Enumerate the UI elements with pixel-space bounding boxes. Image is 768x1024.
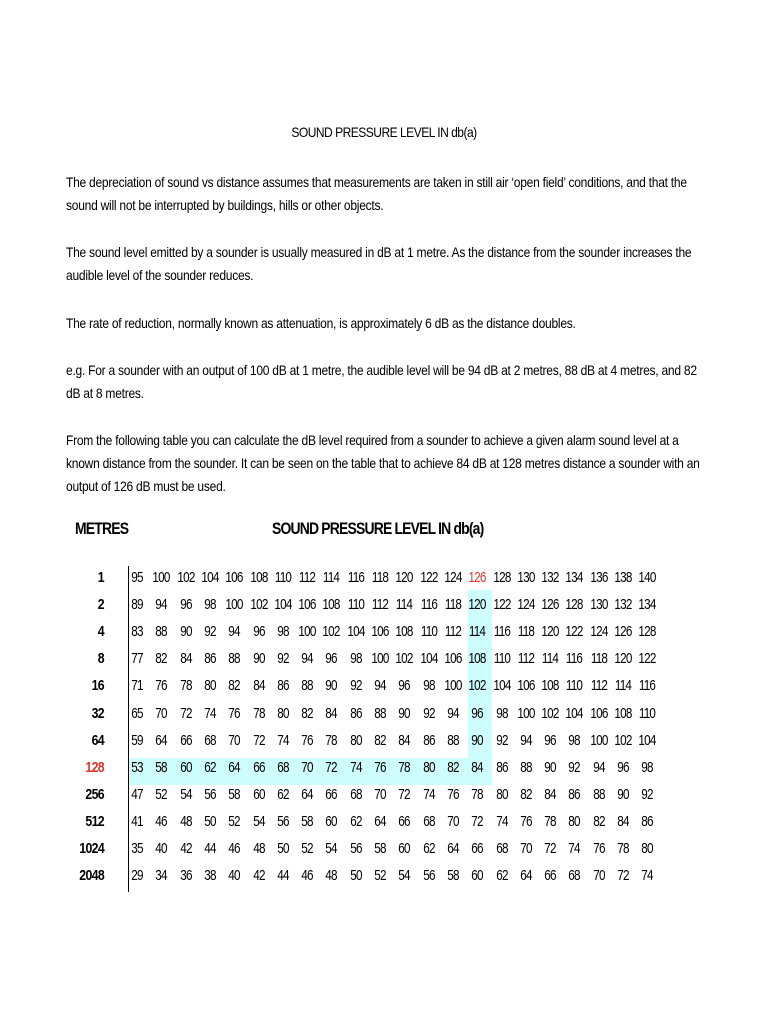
table-cell: 41 — [131, 812, 143, 830]
table-cell: 112 — [371, 596, 389, 614]
table-cell: 92 — [277, 650, 289, 668]
table-cell: 80 — [349, 731, 362, 749]
table-cell: 112 — [298, 569, 316, 586]
table-cell: 68 — [349, 785, 362, 803]
table-cell: 94 — [228, 623, 240, 641]
table-cell: 128 — [492, 569, 511, 586]
table-cell: 60 — [179, 758, 192, 776]
table-cell: 126 — [614, 623, 632, 641]
table-cell: 95 — [131, 569, 143, 586]
table-cell: 104 — [347, 623, 365, 641]
table-cell: 74 — [495, 812, 508, 830]
metres-label: 2048 — [79, 867, 104, 885]
table-cell: 110 — [639, 704, 656, 722]
table-cell: 120 — [614, 650, 632, 668]
table-cell: 80 — [568, 812, 581, 830]
paragraph-example: e.g. For a sounder with an output of 100 dB at 1 metre, the audible level will be 94 dB at 2 metres, 88 dB at 4 metres, and 82 dB at 8 metres. — [66, 362, 697, 401]
table-cell: 134 — [565, 569, 583, 586]
table-cell: 38 — [204, 867, 216, 885]
table-cell: 114 — [323, 569, 340, 586]
table-cell: 90 — [471, 731, 483, 749]
table-cell: 90 — [325, 677, 338, 695]
table-cell: 54 — [398, 867, 411, 885]
table-cell: 74 — [641, 867, 654, 885]
table-cell: 56 — [277, 812, 289, 830]
metres-label: 64 — [91, 731, 104, 749]
table-cell: 104 — [201, 569, 219, 586]
table-cell: 50 — [349, 867, 362, 885]
table-cell: 74 — [204, 704, 216, 722]
paragraph-open-field: The depreciation of sound vs distance assumes that measurements are taken in still air ‘open field’ conditions, and that the sound will not be interrupted by buildings, hills or other objects. — [66, 174, 687, 213]
table-cell: 116 — [566, 650, 583, 668]
table-cell: 134 — [638, 596, 656, 614]
table-cell: 54 — [252, 812, 265, 830]
table-cell: 124 — [444, 569, 462, 586]
table-cell: 140 — [638, 569, 656, 586]
table-cell: 42 — [179, 840, 192, 857]
table-cell: 60 — [398, 840, 411, 857]
table-cell: 50 — [277, 840, 289, 857]
table-cell: 80 — [641, 840, 654, 857]
table-cell: 48 — [325, 867, 338, 885]
table-cell: 74 — [568, 840, 581, 857]
table-cell: 118 — [590, 650, 607, 668]
table-cell: 124 — [590, 623, 608, 641]
table-cell: 110 — [347, 596, 364, 614]
table-cell: 108 — [468, 650, 486, 668]
table-cell: 98 — [641, 758, 654, 776]
table-cell: 130 — [590, 596, 608, 614]
table-cell: 122 — [638, 650, 656, 668]
table-cell: 94 — [374, 677, 386, 695]
table-cell: 96 — [325, 650, 338, 668]
table-cell: 98 — [277, 623, 289, 641]
table-cell: 58 — [301, 812, 313, 830]
table-cell: 100 — [152, 569, 170, 586]
table-cell: 84 — [471, 758, 483, 776]
metres-label: 16 — [91, 677, 104, 695]
table-cell: 84 — [179, 650, 192, 668]
table-cell: 90 — [179, 623, 192, 641]
table-cell: 44 — [277, 867, 289, 885]
table-cell: 68 — [568, 867, 581, 885]
table-cell: 68 — [277, 758, 289, 776]
table-cell: 47 — [131, 785, 143, 803]
table-cell: 110 — [566, 677, 583, 695]
table-cell: 80 — [495, 785, 508, 803]
table-cell: 62 — [277, 785, 289, 803]
table-cell: 104 — [274, 596, 292, 614]
table-cell: 74 — [277, 731, 289, 749]
table-cell: 82 — [228, 677, 240, 695]
table-cell: 110 — [493, 650, 510, 668]
table-cell: 74 — [422, 785, 435, 803]
table-cell: 106 — [225, 569, 243, 586]
table-cell: 114 — [469, 623, 486, 641]
table-cell: 60 — [252, 785, 265, 803]
table-cell: 66 — [544, 867, 556, 885]
table-cell: 66 — [398, 812, 411, 830]
table-cell: 70 — [228, 731, 240, 749]
table-cell: 71 — [131, 677, 143, 695]
table-cell: 78 — [252, 704, 265, 722]
table-cell: 116 — [493, 623, 510, 641]
table-cell: 104 — [565, 704, 583, 722]
table-cell: 53 — [131, 758, 143, 776]
table-cell: 88 — [447, 731, 459, 749]
table-cell: 94 — [592, 758, 605, 776]
table-cell: 120 — [468, 596, 486, 614]
table-cell: 59 — [131, 731, 143, 749]
table-cell: 66 — [179, 731, 192, 749]
paragraph-table-usage: From the following table you can calculate the dB level required from a sounder to achieve a given alarm sound level at a known distance from the sounder. It can be seen on the table that to achieve 84 dB at 128 metres distance a sounder with an output of 126 dB must be used. — [66, 432, 700, 494]
table-cell: 128 — [638, 623, 656, 641]
table-cell: 82 — [447, 758, 459, 776]
table-cell: 94 — [155, 596, 168, 614]
table-cell: 118 — [371, 569, 389, 586]
table-cell: 82 — [155, 650, 168, 668]
table-cell: 84 — [617, 812, 629, 830]
table-cell: 64 — [155, 731, 168, 749]
table-cell: 56 — [204, 785, 216, 803]
table-cell: 92 — [641, 785, 654, 803]
table-cell: 88 — [374, 704, 386, 722]
table-cell: 114 — [396, 596, 413, 614]
table-cell: 64 — [447, 840, 459, 857]
table-cell: 98 — [422, 677, 435, 695]
table-cell: 88 — [301, 677, 313, 695]
table-cell: 52 — [301, 840, 313, 857]
table-cell: 98 — [495, 704, 508, 722]
table-cell: 76 — [374, 758, 386, 776]
table-cell: 104 — [420, 650, 438, 668]
table-cell: 58 — [155, 758, 168, 776]
table-cell: 116 — [420, 596, 437, 614]
table-cell: 89 — [131, 596, 143, 614]
table-cell: 104 — [492, 677, 511, 695]
table-cell: 108 — [541, 677, 559, 695]
table-cell: 88 — [155, 623, 168, 641]
table-cell: 52 — [155, 785, 168, 803]
table-cell: 74 — [349, 758, 362, 776]
table-cell: 112 — [590, 677, 607, 695]
table-cell: 78 — [617, 840, 629, 857]
table-cell: 114 — [541, 650, 559, 668]
table-cell: 100 — [371, 650, 389, 668]
metres-label: 1 — [97, 569, 104, 586]
table-cell: 90 — [617, 785, 629, 803]
table-cell: 62 — [495, 867, 508, 885]
table-cell: 106 — [444, 650, 462, 668]
table-cell: 46 — [301, 867, 313, 885]
metres-label: 1024 — [79, 840, 104, 857]
table-cell: 42 — [252, 867, 265, 885]
table-cell: 80 — [422, 758, 435, 776]
table-cell: 78 — [179, 677, 192, 695]
table-cell: 52 — [374, 867, 386, 885]
table-cell: 54 — [325, 840, 338, 857]
table-cell: 70 — [520, 840, 532, 857]
table-cell: 102 — [468, 677, 486, 695]
table-cell: 94 — [447, 704, 459, 722]
table-cell: 132 — [614, 596, 632, 614]
table-cell: 100 — [225, 596, 243, 614]
table-cell: 102 — [177, 569, 195, 586]
table-cell: 96 — [179, 596, 192, 614]
table-cell: 126 — [541, 596, 559, 614]
table-cell: 44 — [204, 840, 216, 857]
table-cell: 122 — [492, 596, 511, 614]
table-cell: 98 — [204, 596, 216, 614]
table-cell: 60 — [325, 812, 338, 830]
table-cell: 112 — [517, 650, 534, 668]
table-cell: 124 — [517, 596, 535, 614]
table-cell: 106 — [371, 623, 389, 641]
table-cell: 92 — [568, 758, 581, 776]
table-cell: 70 — [447, 812, 459, 830]
table-cell: 110 — [274, 569, 291, 586]
metres-label: 128 — [85, 758, 104, 776]
table-cell: 68 — [204, 731, 216, 749]
table-cell: 29 — [131, 867, 143, 885]
table-cell: 66 — [252, 758, 265, 776]
table-cell: 96 — [617, 758, 629, 776]
table-cell: 52 — [228, 812, 240, 830]
table-cell: 122 — [565, 623, 583, 641]
table-cell: 34 — [155, 867, 168, 885]
metres-label: 32 — [91, 704, 104, 722]
table-cell: 56 — [422, 867, 435, 885]
table-cell: 100 — [590, 731, 608, 749]
table-cell: 70 — [155, 704, 168, 722]
table-cell: 112 — [444, 623, 462, 641]
table-cell: 66 — [471, 840, 483, 857]
table-cell: 90 — [398, 704, 411, 722]
table-cell: 92 — [495, 731, 508, 749]
table-cell: 64 — [301, 785, 313, 803]
table-cell: 82 — [301, 704, 313, 722]
table-cell: 76 — [447, 785, 459, 803]
table-cell: 86 — [349, 704, 362, 722]
table-cell: 128 — [565, 596, 583, 614]
table-cell: 92 — [422, 704, 435, 722]
table-cell: 96 — [544, 731, 556, 749]
table-cell: 54 — [179, 785, 192, 803]
table-cell: 102 — [395, 650, 413, 668]
table-cell: 106 — [298, 596, 316, 614]
table-cell: 70 — [301, 758, 313, 776]
metres-column-header: METRES — [75, 519, 129, 538]
table-cell: 58 — [228, 785, 240, 803]
table-cell: 102 — [614, 731, 632, 749]
table-cell: 50 — [204, 812, 216, 830]
table-cell: 76 — [592, 840, 605, 857]
table-cell: 84 — [325, 704, 338, 722]
paragraph-sound-level: The sound level emitted by a sounder is usually measured in dB at 1 metre. As the distance from the sounder increases the audible level of the sounder reduces. — [66, 244, 692, 283]
table-cell: 94 — [520, 731, 532, 749]
table-cell: 64 — [228, 758, 240, 776]
table-cell: 98 — [349, 650, 362, 668]
table-cell: 108 — [249, 569, 268, 586]
table-cell: 83 — [131, 623, 143, 641]
table-cell: 88 — [228, 650, 240, 668]
document-title: SOUND PRESSURE LEVEL IN db(a) — [291, 124, 477, 140]
table-cell: 92 — [204, 623, 216, 641]
table-cell: 108 — [614, 704, 632, 722]
table-cell: 62 — [204, 758, 216, 776]
table-cell: 110 — [420, 623, 437, 641]
table-cell: 40 — [155, 840, 168, 857]
table-cell: 72 — [544, 840, 556, 857]
table-cell: 76 — [301, 731, 313, 749]
table-cell: 35 — [131, 840, 143, 857]
table-cell: 86 — [568, 785, 581, 803]
table-cell: 56 — [349, 840, 362, 857]
table-cell: 102 — [249, 596, 268, 614]
table-cell: 76 — [228, 704, 240, 722]
table-cell: 70 — [592, 867, 605, 885]
table-cell: 98 — [568, 731, 581, 749]
table-cell: 104 — [638, 731, 656, 749]
table-cell: 96 — [398, 677, 411, 695]
table-cell: 70 — [374, 785, 386, 803]
table-cell: 86 — [641, 812, 654, 830]
table-cell: 86 — [204, 650, 216, 668]
table-cell: 120 — [395, 569, 413, 586]
table-cell: 77 — [131, 650, 143, 668]
table-cell: 114 — [614, 677, 632, 695]
table-cell: 46 — [155, 812, 168, 830]
table-cell: 68 — [495, 840, 508, 857]
table-cell: 66 — [325, 785, 338, 803]
paragraph-attenuation: The rate of reduction, normally known as attenuation, is approximately 6 dB as the distance doubles. — [66, 315, 576, 331]
table-cell: 78 — [398, 758, 411, 776]
table-cell: 126 — [468, 569, 486, 586]
table-cell: 120 — [541, 623, 559, 641]
table-cell: 76 — [155, 677, 168, 695]
table-cell: 62 — [349, 812, 362, 830]
table-cell: 90 — [252, 650, 265, 668]
table-cell: 100 — [298, 623, 316, 641]
table-cell: 40 — [228, 867, 240, 885]
table-cell: 86 — [277, 677, 289, 695]
metres-label: 4 — [97, 623, 104, 641]
table-cell: 116 — [347, 569, 364, 586]
table-cell: 78 — [471, 785, 483, 803]
table-cell: 64 — [374, 812, 386, 830]
table-cell: 64 — [520, 867, 532, 885]
table-cell: 58 — [447, 867, 459, 885]
table-cell: 118 — [517, 623, 534, 641]
table-cell: 72 — [398, 785, 411, 803]
table-cell: 96 — [252, 623, 265, 641]
table-cell: 102 — [322, 623, 340, 641]
table-cell: 106 — [590, 704, 608, 722]
table-cell: 36 — [179, 867, 192, 885]
table-cell: 58 — [374, 840, 386, 857]
table-cell: 86 — [422, 731, 435, 749]
table-cell: 82 — [374, 731, 386, 749]
table-cell: 60 — [471, 867, 483, 885]
table-cell: 130 — [517, 569, 535, 586]
table-cell: 80 — [204, 677, 216, 695]
table-cell: 84 — [398, 731, 411, 749]
table-cell: 72 — [325, 758, 338, 776]
table-cell: 82 — [592, 812, 605, 830]
table-cell: 46 — [228, 840, 240, 857]
spl-table-header: SOUND PRESSURE LEVEL IN db(a) — [272, 519, 484, 538]
table-cell: 102 — [541, 704, 559, 722]
table-cell: 78 — [544, 812, 556, 830]
table-cell: 48 — [179, 812, 192, 830]
table-cell: 78 — [325, 731, 338, 749]
table-cell: 138 — [614, 569, 632, 586]
table-cell: 108 — [322, 596, 340, 614]
table-cell: 88 — [592, 785, 605, 803]
metres-label: 8 — [97, 650, 104, 668]
table-cell: 94 — [301, 650, 313, 668]
table-cell: 76 — [520, 812, 532, 830]
table-cell: 80 — [277, 704, 289, 722]
table-cell: 122 — [420, 569, 438, 586]
table-cell: 84 — [544, 785, 556, 803]
table-cell: 65 — [131, 704, 143, 722]
table-cell: 92 — [349, 677, 362, 695]
table-cell: 106 — [517, 677, 535, 695]
table-cell: 72 — [252, 731, 265, 749]
table-cell: 100 — [444, 677, 462, 695]
table-cell: 68 — [422, 812, 435, 830]
table-cell: 86 — [495, 758, 508, 776]
table-cell: 96 — [471, 704, 483, 722]
table-cell: 72 — [179, 704, 192, 722]
table-cell: 88 — [520, 758, 532, 776]
table-cell: 82 — [520, 785, 532, 803]
table-cell: 62 — [422, 840, 435, 857]
table-cell: 48 — [252, 840, 265, 857]
table-cell: 136 — [590, 569, 608, 586]
table-cell: 132 — [541, 569, 559, 586]
table-cell: 108 — [395, 623, 413, 641]
table-cell: 84 — [252, 677, 265, 695]
metres-label: 256 — [85, 785, 104, 803]
table-cell: 116 — [639, 677, 656, 695]
table-cell: 72 — [471, 812, 483, 830]
metres-label: 2 — [97, 596, 104, 614]
metres-label: 512 — [85, 812, 104, 830]
table-cell: 100 — [517, 704, 535, 722]
table-cell: 72 — [617, 867, 629, 885]
table-cell: 118 — [444, 596, 462, 614]
table-cell: 90 — [544, 758, 556, 776]
